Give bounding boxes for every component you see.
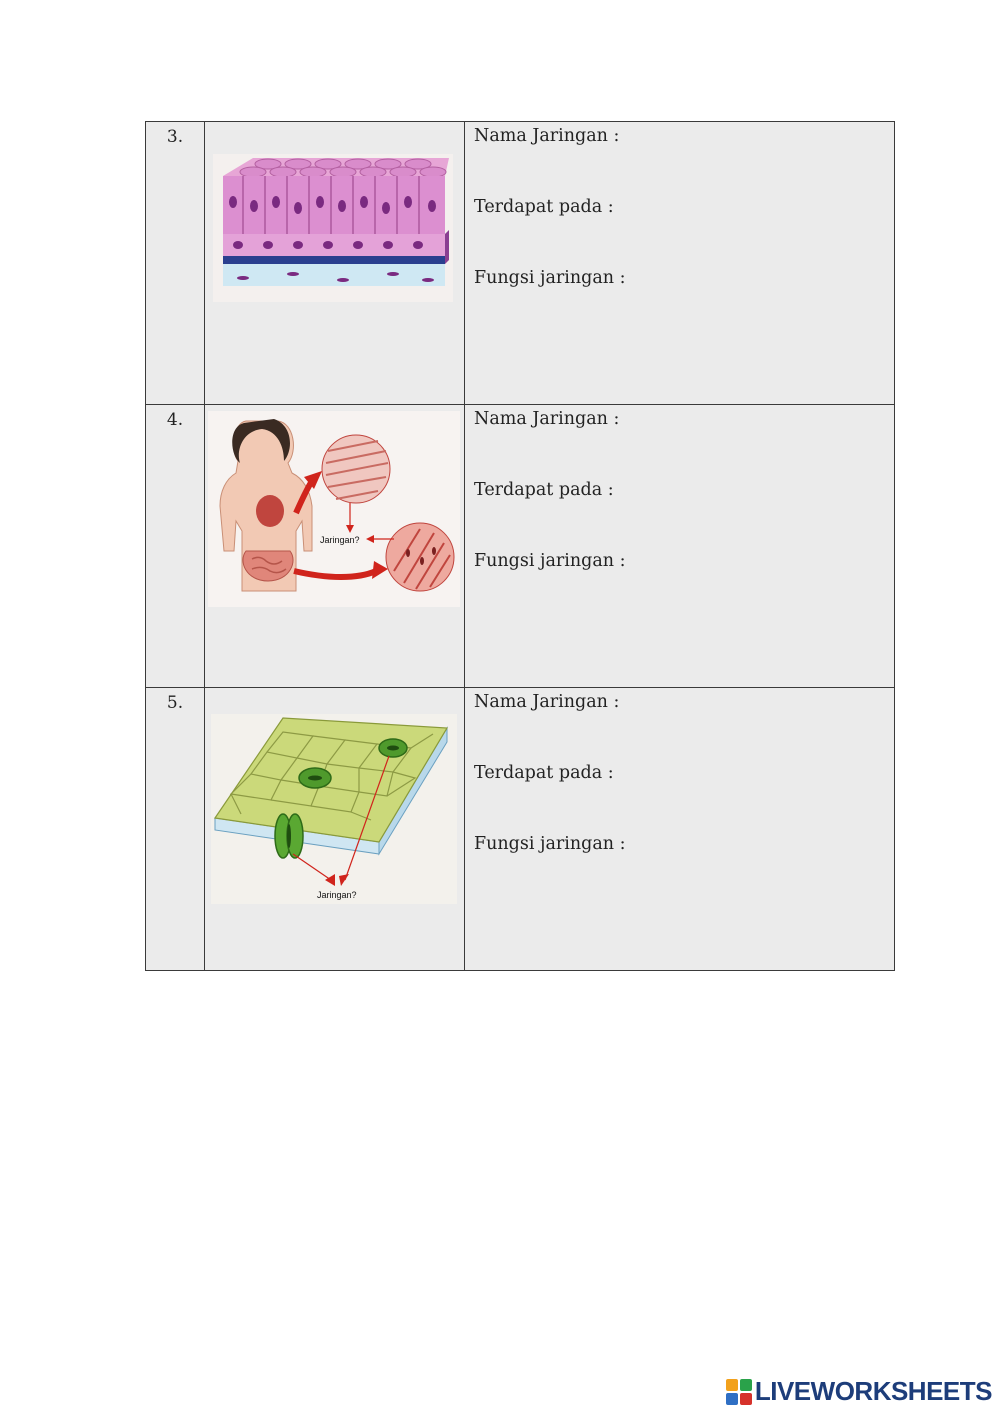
answer-cell xyxy=(465,405,895,688)
table-row xyxy=(146,688,895,971)
row-number: 4. xyxy=(166,410,184,430)
function-label: Fungsi jaringan : xyxy=(474,551,626,571)
row-number: 3. xyxy=(166,127,184,147)
row-number-cell xyxy=(146,688,205,971)
image-cell xyxy=(205,122,465,405)
liveworksheets-badge-icon xyxy=(726,1379,752,1405)
location-label: Terdapat pada : xyxy=(474,763,614,783)
image-label: Jaringan? xyxy=(317,890,357,900)
tissue-worksheet-table xyxy=(145,121,895,971)
row-number: 5. xyxy=(166,693,184,713)
answer-cell xyxy=(465,122,895,405)
row-number-cell xyxy=(146,122,205,405)
tissue-name-label: Nama Jaringan : xyxy=(474,126,620,146)
epithelium-tissue-illustration xyxy=(213,154,453,302)
image-cell xyxy=(205,688,465,971)
image-cell xyxy=(205,405,465,688)
tissue-name-label: Nama Jaringan : xyxy=(474,409,620,429)
location-label: Terdapat pada : xyxy=(474,480,614,500)
table-row xyxy=(146,122,895,405)
tissue-name-label: Nama Jaringan : xyxy=(474,692,620,712)
liveworksheets-logo xyxy=(726,1376,992,1407)
leaf-epidermis-stomata-illustration xyxy=(211,714,457,904)
brand-name: LIVEWORKSHEETS xyxy=(754,1376,992,1406)
table-row xyxy=(146,405,895,688)
function-label: Fungsi jaringan : xyxy=(474,268,626,288)
function-label: Fungsi jaringan : xyxy=(474,834,626,854)
location-label: Terdapat pada : xyxy=(474,197,614,217)
human-muscle-tissue-illustration xyxy=(208,411,460,607)
row-number-cell xyxy=(146,405,205,688)
answer-cell xyxy=(465,688,895,971)
image-label: Jaringan? xyxy=(320,535,360,545)
